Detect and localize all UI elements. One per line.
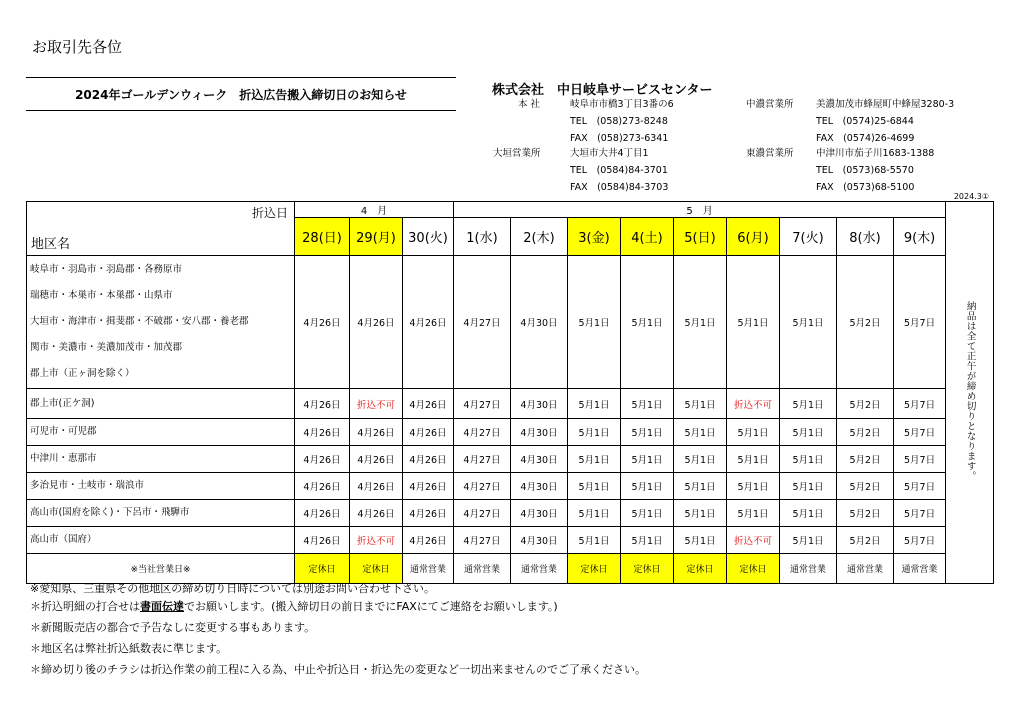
deadline-cell: 4月26日 (403, 500, 454, 527)
note-text: ＊折込明細の打合せは (30, 600, 140, 613)
area-name: 多治見市・土岐市・瑞浪市 (30, 480, 145, 491)
area-label: 地区名 (31, 237, 71, 252)
deadline-cell: 5月1日 (568, 256, 621, 389)
business-day-row (27, 554, 994, 584)
deadline-cell: 5月2日 (837, 473, 894, 500)
area-name: 大垣市・海津市・揖斐郡・不破郡・安八郡・養老郡 (30, 316, 249, 327)
deadline-cell: 5月2日 (837, 419, 894, 446)
office-fax: FAX (0574)26-4699 (816, 133, 915, 144)
deadline-cell: 5月2日 (837, 500, 894, 527)
deadline-cell: 5月1日 (727, 500, 780, 527)
area-cell (27, 446, 295, 473)
deadline-cell: 5月1日 (780, 256, 837, 389)
note-text: でお願いします。(搬入締切日の前日までにFAXにてご連絡をお願いします。) (184, 600, 558, 613)
deadline-cell: 4月30日 (511, 500, 568, 527)
date-header: 29(月) (350, 218, 403, 256)
deadline-cell: 4月30日 (511, 389, 568, 419)
area-name: 郡上市（正ヶ洞を除く） (30, 368, 135, 379)
insert-date-label: 折込日 (251, 206, 288, 220)
month-april: 4 月 (295, 202, 454, 218)
note-emphasis: 書面伝達 (140, 600, 184, 613)
deadline-cell: 4月26日 (350, 446, 403, 473)
side-note-text: 納品は全て正午が締め切りとなります。 (964, 300, 976, 481)
deadline-cell: 5月7日 (894, 500, 946, 527)
note-line: ※愛知県、三重県その他地区の締め切り日時については別途お問い合わせ下さい。 (30, 582, 435, 595)
deadline-cell: 4月26日 (295, 527, 350, 554)
deadline-cell: 4月26日 (403, 419, 454, 446)
deadline-cell: 5月1日 (568, 473, 621, 500)
deadline-cell: 5月7日 (894, 419, 946, 446)
deadline-cell: 4月26日 (403, 389, 454, 419)
deadline-cell: 5月1日 (568, 389, 621, 419)
deadline-cell: 4月26日 (403, 527, 454, 554)
area-name: 岐阜市・羽島市・羽島郡・各務原市 (30, 264, 183, 275)
business-day-cell: 定休日 (350, 554, 403, 584)
date-header: 1(水) (454, 218, 511, 256)
office-tel: TEL (0584)84-3701 (570, 165, 668, 176)
deadline-cell: 5月1日 (621, 256, 674, 389)
area-cell (27, 256, 295, 389)
deadline-cell: 5月1日 (780, 500, 837, 527)
area-name: 中津川・恵那市 (30, 453, 97, 464)
deadline-cell: 折込不可 (350, 527, 403, 554)
business-day-cell: 通常営業 (894, 554, 946, 584)
deadline-cell: 5月2日 (837, 389, 894, 419)
deadline-cell: 4月26日 (403, 473, 454, 500)
deadline-cell: 5月1日 (674, 256, 727, 389)
date-header: 8(水) (837, 218, 894, 256)
deadline-cell: 5月1日 (621, 389, 674, 419)
business-day-label: ※当社営業日※ (27, 554, 295, 584)
deadline-cell: 4月27日 (454, 473, 511, 500)
side-note (946, 202, 994, 584)
business-day-cell: 定休日 (568, 554, 621, 584)
deadline-cell: 5月1日 (674, 446, 727, 473)
date-header: 2(木) (511, 218, 568, 256)
business-day-cell: 通常営業 (403, 554, 454, 584)
business-day-cell: 通常営業 (780, 554, 837, 584)
note-line: ＊新聞販売店の都合で予告なしに変更する事もあります。 (30, 621, 316, 634)
business-day-cell: 定休日 (621, 554, 674, 584)
table-row (27, 446, 994, 473)
deadline-cell: 5月1日 (727, 419, 780, 446)
office-address: 中津川市茄子川1683-1388 (816, 148, 935, 159)
note-line: ＊締め切り後のチラシは折込作業の前工程に入る為、中止や折込日・折込先の変更など一切出来ませんのでご了承ください。 (30, 663, 646, 676)
deadline-cell: 4月27日 (454, 256, 511, 389)
deadline-cell: 5月1日 (568, 500, 621, 527)
deadline-cell: 4月26日 (403, 256, 454, 389)
office-address: 美濃加茂市蜂屋町中蜂屋3280-3 (816, 99, 955, 110)
office-fax: FAX (058)273-6341 (570, 133, 669, 144)
deadline-cell: 5月7日 (894, 446, 946, 473)
deadline-cell: 4月27日 (454, 446, 511, 473)
salutation: お取引先各位 (32, 38, 123, 56)
deadline-cell: 5月1日 (780, 473, 837, 500)
deadline-cell: 4月26日 (295, 473, 350, 500)
office-address: 岐阜市市橋3丁目3番の6 (570, 99, 674, 110)
area-name: 関市・美濃市・美濃加茂市・加茂郡 (30, 342, 183, 353)
deadline-cell: 4月30日 (511, 256, 568, 389)
deadline-cell: 5月1日 (621, 419, 674, 446)
month-may: 5 月 (454, 202, 946, 218)
deadline-cell: 4月26日 (295, 419, 350, 446)
deadline-cell: 4月26日 (350, 500, 403, 527)
date-header: 7(火) (780, 218, 837, 256)
deadline-cell: 4月26日 (295, 256, 350, 389)
office-address: 大垣市大井4丁目1 (570, 148, 649, 159)
notes (30, 582, 646, 680)
note-line: ＊地区名は弊社折込紙数表に準じます。 (30, 642, 228, 655)
date-header: 5(日) (674, 218, 727, 256)
deadline-cell: 4月26日 (295, 446, 350, 473)
deadline-cell: 4月26日 (295, 389, 350, 419)
date-header: 4(土) (621, 218, 674, 256)
deadline-cell: 5月2日 (837, 256, 894, 389)
deadline-cell: 4月30日 (511, 446, 568, 473)
business-day-cell: 定休日 (295, 554, 350, 584)
office-name: 中濃営業所 (746, 99, 794, 110)
table-row (27, 527, 994, 554)
table-row (27, 419, 994, 446)
date-header: 6(月) (727, 218, 780, 256)
deadline-cell: 5月1日 (727, 473, 780, 500)
deadline-cell: 5月1日 (674, 473, 727, 500)
deadline-cell: 5月1日 (780, 527, 837, 554)
area-name: 可児市・可児郡 (30, 426, 97, 437)
table-row (27, 473, 994, 500)
deadline-cell: 5月1日 (674, 500, 727, 527)
header-corner (27, 202, 295, 256)
area-name: 高山市（国府） (30, 534, 97, 545)
deadline-cell: 4月27日 (454, 527, 511, 554)
deadline-cell: 5月1日 (780, 389, 837, 419)
business-day-cell: 定休日 (674, 554, 727, 584)
deadline-cell: 4月26日 (350, 256, 403, 389)
deadline-cell: 5月1日 (780, 419, 837, 446)
notice-title-text: 2024年ゴールデンウィーク 折込広告搬入締切日のお知らせ (75, 87, 407, 102)
area-cell (27, 473, 295, 500)
deadline-cell: 4月27日 (454, 419, 511, 446)
business-day-cell: 定休日 (727, 554, 780, 584)
office-name: 東濃営業所 (746, 148, 794, 159)
office-fax: FAX (0584)84-3703 (570, 182, 669, 193)
business-day-cell: 通常営業 (454, 554, 511, 584)
deadline-cell: 4月30日 (511, 419, 568, 446)
deadline-cell: 4月26日 (350, 419, 403, 446)
deadline-cell: 5月1日 (568, 446, 621, 473)
deadline-cell: 折込不可 (727, 389, 780, 419)
area-name: 高山市(国府を除く)・下呂市・飛騨市 (30, 507, 190, 518)
deadline-cell: 5月7日 (894, 256, 946, 389)
deadline-cell: 5月2日 (837, 446, 894, 473)
deadline-cell: 5月7日 (894, 527, 946, 554)
table-row (27, 500, 994, 527)
area-cell (27, 527, 295, 554)
business-day-cell: 通常営業 (511, 554, 568, 584)
office-name: 大垣営業所 (493, 148, 541, 159)
area-cell (27, 389, 295, 419)
office-name: 本 社 (518, 99, 541, 110)
office-tel: TEL (0574)25-6844 (816, 116, 914, 127)
deadline-cell: 5月7日 (894, 389, 946, 419)
deadline-cell: 折込不可 (727, 527, 780, 554)
deadline-cell: 5月1日 (727, 446, 780, 473)
deadline-cell: 4月27日 (454, 500, 511, 527)
document-number: 2024.3① (953, 192, 989, 201)
deadline-cell: 4月26日 (295, 500, 350, 527)
note-line (30, 596, 646, 617)
deadline-cell: 4月30日 (511, 473, 568, 500)
office-tel: TEL (0573)68-5570 (816, 165, 914, 176)
deadline-cell: 5月1日 (674, 419, 727, 446)
deadline-cell: 5月1日 (674, 527, 727, 554)
deadline-table (26, 201, 994, 584)
table-row (27, 389, 994, 419)
date-header: 28(日) (295, 218, 350, 256)
date-header: 3(金) (568, 218, 621, 256)
notice-title (26, 77, 456, 111)
area-cell (27, 500, 295, 527)
deadline-cell: 5月1日 (727, 256, 780, 389)
office-fax: FAX (0573)68-5100 (816, 182, 915, 193)
deadline-cell: 5月1日 (674, 389, 727, 419)
business-day-cell: 通常営業 (837, 554, 894, 584)
deadline-cell: 4月26日 (403, 446, 454, 473)
deadline-cell: 5月1日 (621, 527, 674, 554)
table-row (27, 256, 994, 389)
deadline-cell: 5月1日 (621, 500, 674, 527)
office-tel: TEL (058)273-8248 (570, 116, 668, 127)
deadline-cell: 5月1日 (621, 446, 674, 473)
deadline-cell: 5月2日 (837, 527, 894, 554)
deadline-cell: 5月1日 (568, 419, 621, 446)
deadline-cell: 折込不可 (350, 389, 403, 419)
deadline-cell: 5月1日 (621, 473, 674, 500)
deadline-cell: 4月27日 (454, 389, 511, 419)
area-name: 瑞穂市・本巣市・本巣郡・山県市 (30, 290, 173, 301)
deadline-cell: 5月1日 (568, 527, 621, 554)
deadline-cell: 5月1日 (780, 446, 837, 473)
deadline-cell: 4月30日 (511, 527, 568, 554)
deadline-cell: 4月26日 (350, 473, 403, 500)
deadline-cell: 5月7日 (894, 473, 946, 500)
date-header: 9(木) (894, 218, 946, 256)
area-name: 郡上市(正ケ洞) (30, 397, 95, 409)
company-name: 株式会社 中日岐阜サービスセンター (492, 83, 713, 98)
date-header: 30(火) (403, 218, 454, 256)
area-cell (27, 419, 295, 446)
